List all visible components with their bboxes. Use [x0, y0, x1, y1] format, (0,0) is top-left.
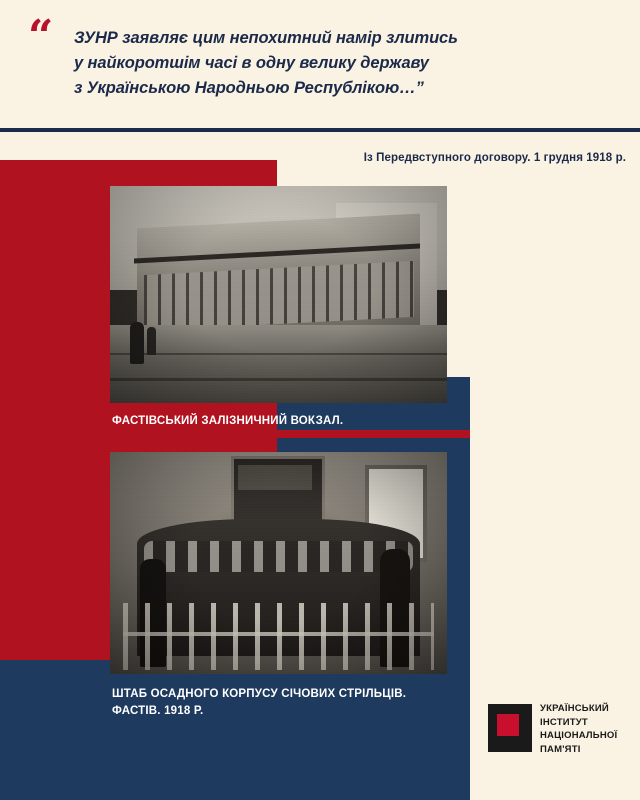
quote-source: Із Передвступного договору. 1 грудня 1918 р. — [363, 152, 626, 164]
quote-text — [74, 26, 626, 101]
caption-riflemen-staff — [112, 686, 406, 720]
quote-line-2: у найкоротшім часі в одну велику державу — [74, 54, 429, 72]
quote-mark-icon: “ — [28, 11, 52, 62]
logo-line-4: ПАМ'ЯТІ — [540, 743, 581, 755]
photo1-vignette — [110, 186, 447, 403]
photo2-vignette — [110, 452, 447, 674]
quote-band — [0, 0, 640, 128]
logo-line-2: ІНСТИТУТ — [540, 716, 588, 728]
quote-line-1: ЗУНР заявляє цим непохитний намір злитись — [74, 29, 458, 47]
quote-line-3: з Українською Народньою Республікою…” — [74, 79, 424, 97]
logo-line-3: НАЦІОНАЛЬНОЇ — [540, 730, 618, 741]
caption2-line-1: ШТАБ ОСАДНОГО КОРПУСУ СІЧОВИХ СТРІЛЬЦІВ. — [112, 688, 407, 700]
caption-railway-station: ФАСТІВСЬКИЙ ЗАЛІЗНИЧНИЙ ВОКЗАЛ. — [112, 415, 344, 427]
photo-railway-station — [110, 186, 447, 403]
logo-line-1: УКРАЇНСЬКИЙ — [540, 703, 609, 714]
caption2-line-2: ФАСТІВ. 1918 Р. — [112, 705, 204, 717]
red-divider-rule — [0, 430, 470, 438]
logo-mark-icon — [488, 704, 532, 752]
band-divider — [0, 128, 640, 132]
photo-riflemen-staff — [110, 452, 447, 674]
logo-text — [540, 702, 617, 756]
institute-logo — [488, 700, 628, 760]
